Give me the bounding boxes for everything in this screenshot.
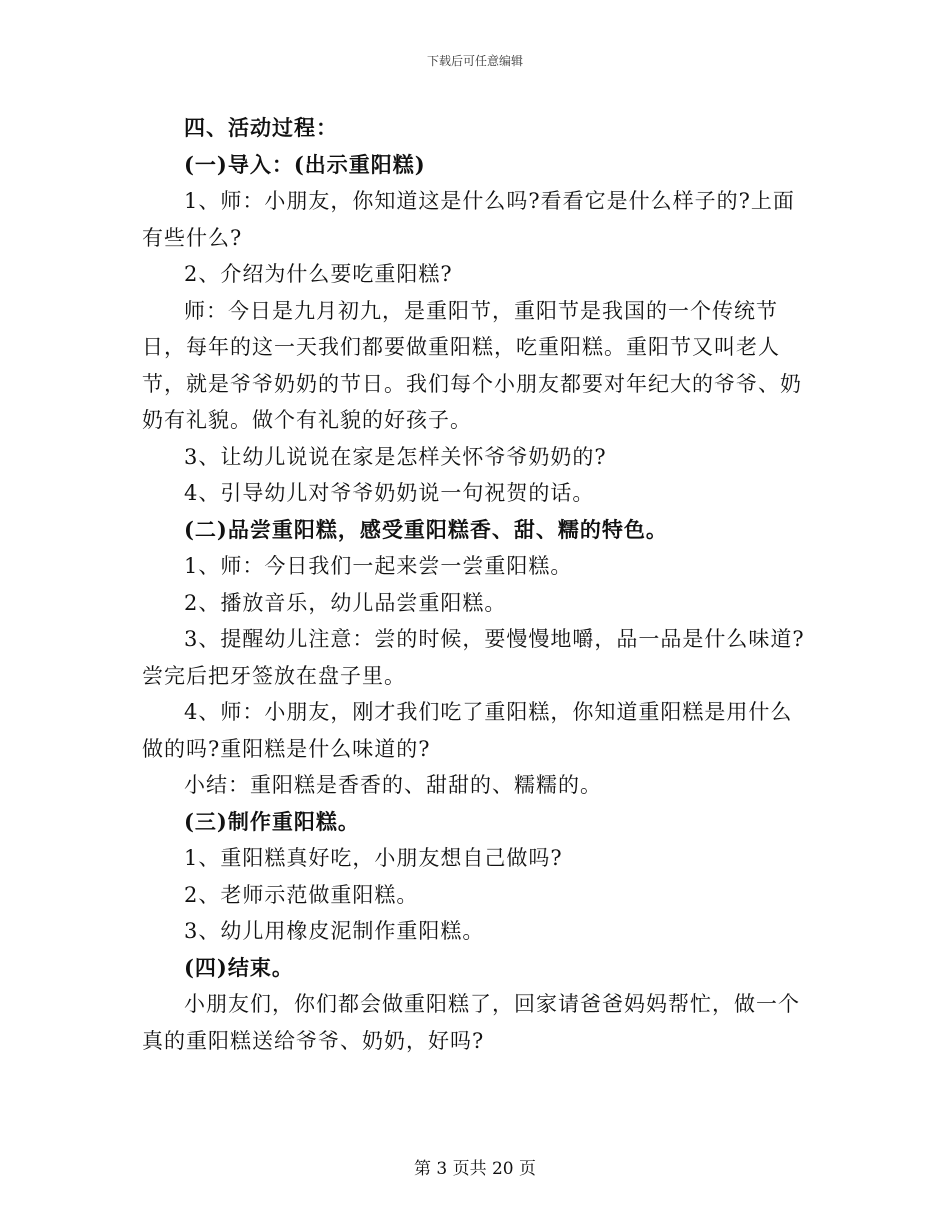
subsection-heading-ending: (四)结束。 — [184, 954, 294, 980]
paragraph: 4、引导幼儿对爷爷奶奶说一句祝贺的话。 — [184, 481, 595, 505]
paragraph: 1、重阳糕真好吃，小朋友想自己做吗? — [184, 846, 563, 870]
document-body — [142, 110, 810, 1059]
section-heading-activity-process: 四、活动过程： — [184, 115, 338, 140]
paragraph: 3、提醒幼儿注意：尝的时候，要慢慢地嚼，品一品是什么味道?尝完后把牙签放在盘子里。 — [142, 627, 805, 688]
page-number-footer: 第 3 页共 20 页 — [413, 1159, 537, 1179]
subsection-heading-making: (三)制作重阳糕。 — [184, 808, 360, 834]
paragraph: 2、播放音乐，幼儿品尝重阳糕。 — [184, 590, 507, 615]
page-header-note: 下载后可任意编辑 — [426, 54, 523, 68]
paragraph: 3、让幼儿说说在家是怎样关怀爷爷奶奶的? — [184, 444, 607, 469]
paragraph: 3、幼儿用橡皮泥制作重阳糕。 — [184, 919, 485, 943]
paragraph: 小朋友们，你们都会做重阳糕了，回家请爸爸妈妈帮忙，做一个真的重阳糕送给爷爷、奶奶，好吗? — [142, 992, 800, 1053]
paragraph: 2、介绍为什么要吃重阳糕? — [184, 262, 453, 286]
paragraph: 4、师：小朋友，刚才我们吃了重阳糕，你知道重阳糕是用什么做的吗?重阳糕是什么味道的? — [142, 700, 793, 761]
subsection-heading-intro: (一)导入：(出示重阳糕) — [184, 151, 426, 177]
paragraph: 师：今日是九月初九，是重阳节，重阳节是我国的一个传统节日，每年的这一天我们都要做重阳糕，吃重阳糕。重阳节又叫老人节，就是爷爷奶奶的节日。我们每个小朋友都要对年纪大的爷爷、奶奶有礼貌。做个有礼貌的好孩子。 — [142, 298, 802, 432]
paragraph: 1、师：小朋友，你知道这是什么吗?看看它是什么样子的?上面有些什么? — [142, 189, 795, 250]
paragraph: 1、师：今日我们一起来尝一尝重阳糕。 — [184, 554, 573, 578]
paragraph-summary: 小结：重阳糕是香香的、甜甜的、糯糯的。 — [184, 773, 602, 797]
paragraph: 2、老师示范做重阳糕。 — [184, 882, 419, 907]
subsection-heading-tasting: (二)品尝重阳糕，感受重阳糕香、甜、糯的特色。 — [184, 516, 668, 542]
